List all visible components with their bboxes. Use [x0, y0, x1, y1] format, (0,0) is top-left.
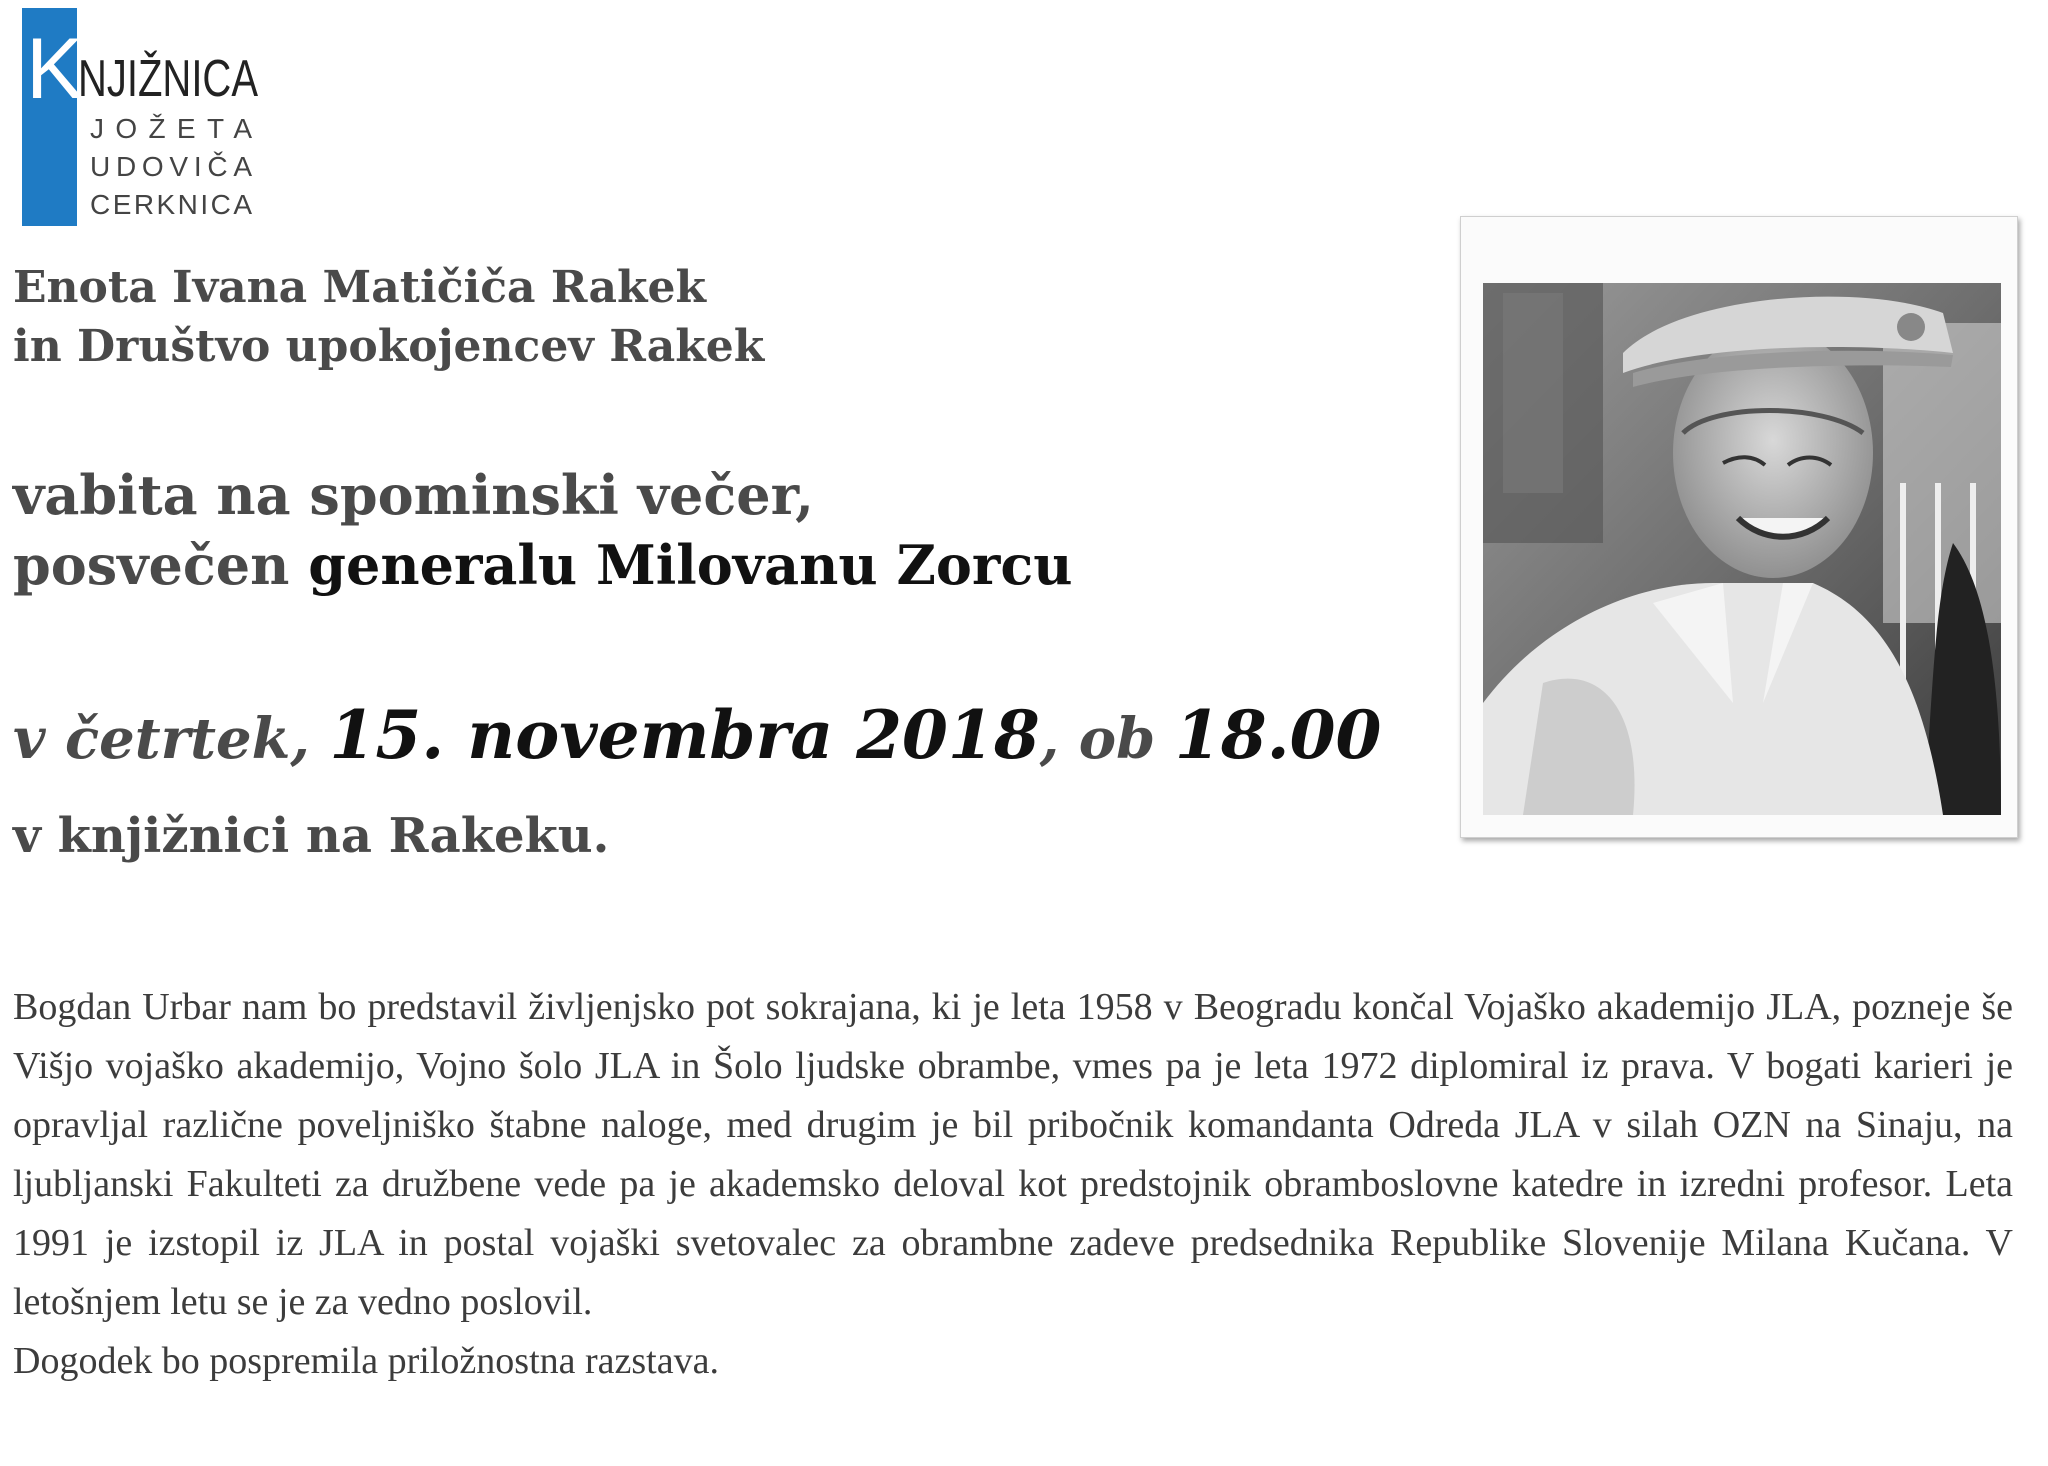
- event-at: , ob: [1039, 706, 1175, 772]
- library-logo: [22, 8, 262, 228]
- portrait-photo: [1483, 283, 2001, 815]
- invitation-line-2: [13, 530, 1073, 600]
- organizers: [13, 258, 764, 376]
- event-day: v četrtek,: [13, 706, 330, 772]
- invitation-line-1: vabita na spominski večer,: [13, 463, 814, 527]
- logo-line-udovica: UDOVIČA: [90, 151, 252, 182]
- portrait-photo-frame: [1460, 216, 2018, 838]
- description-closing: Dogodek bo pospremila priložnostna razstava.: [13, 1340, 719, 1382]
- logo-wordmark: NJIŽNICA: [78, 50, 259, 108]
- invitation-prefix: posvečen: [13, 533, 309, 597]
- library-logo-graphic: [22, 8, 262, 228]
- event-date: 15. novembra 2018: [329, 696, 1040, 774]
- invitation-heading: [13, 460, 1073, 600]
- logo-line-cerknica: CERKNICA: [90, 189, 252, 220]
- logo-line-jozeta: JOŽETA: [90, 113, 252, 144]
- event-datetime: [13, 696, 1382, 774]
- logo-initial: K: [26, 21, 84, 117]
- event-place: v knjižnici na Rakeku.: [13, 808, 610, 864]
- event-time: 18.00: [1174, 696, 1382, 774]
- description-paragraph: Bogdan Urbar nam bo predstavil življenjsko pot sokrajana, ki je leta 1958 v Beogradu končal Vojaško akademijo JLA, pozneje še Višjo vojaško akademijo, Vojno šolo JLA in Šolo ljudske obrambe, vmes pa je leta 1972 diplomiral iz prava. V bogati karieri je opravljal različne poveljniško štabne naloge, med drugim je bil pribočnik komandanta Odreda JLA v silah OZN na Sinaju, na ljubljanski Fakulteti za družbene vede pa je akademsko deloval kot predstojnik obramboslovne katedre in izredni profesor. Leta 1991 je izstopil iz JLA in postal vojaški svetovalec za obrambne zadeve predsednika Republike Slovenije Milana Kučana. V letošnjem letu se je za vedno poslovil.: [13, 986, 2013, 1323]
- organizer-line-2: in Društvo upokojencev Rakek: [13, 321, 765, 372]
- honoree-name: generalu Milovanu Zorcu: [308, 533, 1073, 597]
- event-description: [13, 978, 2013, 1391]
- organizer-line-1: Enota Ivana Matičiča Rakek: [13, 262, 706, 313]
